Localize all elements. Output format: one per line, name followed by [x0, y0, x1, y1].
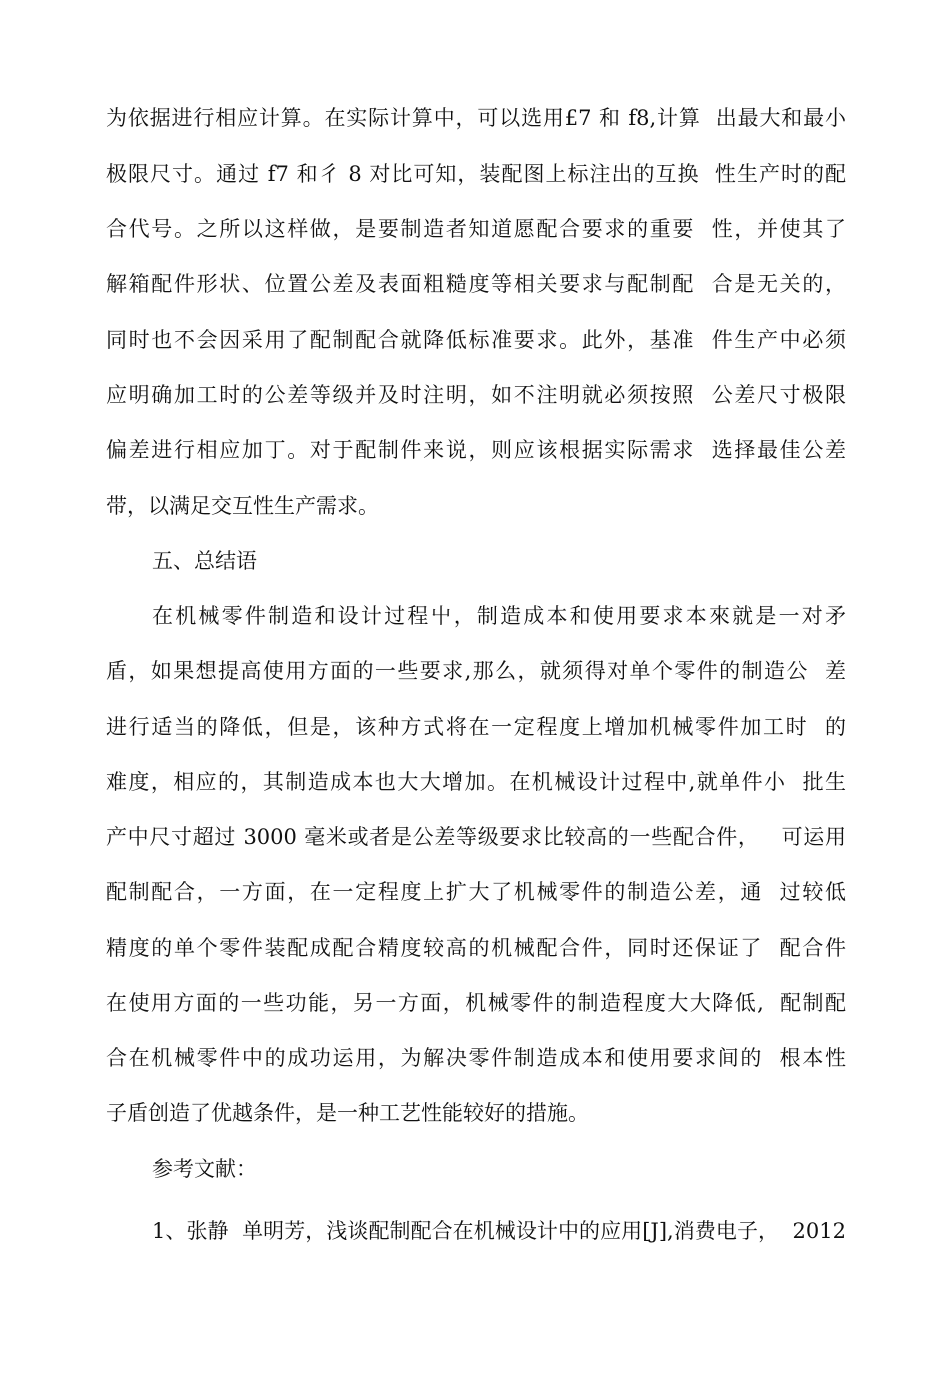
paragraph-2-line-8: 在使用方面的一些功能，另一方面，机械零件的制造程度大大降低, 配制配 — [106, 991, 846, 1015]
paragraph-2-line-5: 产中尺寸超过 3000 毫米或者是公差等级要求比较高的一些配合件， 可运用 — [106, 825, 846, 849]
paragraph-1-line-2: 极限尺寸。通过 f7 和彳 8 对比可知，装配图上标注出的互换 性生产时的配 — [106, 162, 846, 186]
paragraph-2-line-7: 精度的单个零件装配成配合精度较高的机械配合件，同时还保证了 配合件 — [106, 936, 846, 960]
section-heading: 五、总结语 — [152, 549, 257, 573]
paragraph-2-line-1: 在机械零件制造和设计过程屮，制造成本和使用要求本來就是一对矛 — [152, 604, 846, 628]
paragraph-1-line-3: 合代号。之所以这样做，是要制造者知道愿配合要求的重要 性，并使其了 — [106, 217, 846, 241]
references-heading: 参考文献： — [152, 1157, 257, 1181]
paragraph-2-line-4: 难度，相应的，其制造成本也大大增加。在机械设计过程中,就单件小 批生 — [106, 770, 846, 794]
paragraph-2-line-6: 配制配合，一方面，在一定程度上扩大了机械零件的制造公差，通 过较低 — [106, 880, 846, 904]
paragraph-2-line-9: 合在机械零件中的成功运用，为解决零件制造成本和使用要求间的 根本性 — [106, 1046, 846, 1070]
paragraph-1-line-8: 带，以满足交互性生产需求。 — [106, 494, 379, 518]
paragraph-1-line-4: 解箱配件形状、位置公差及表面粗糙度等相关要求与配制配 合是无关的， — [106, 272, 846, 296]
paragraph-1-line-7: 偏差进行相应加丁。对于配制件来说，则应该根据实际需求 选择最佳公差 — [106, 438, 846, 462]
paragraph-1-line-5: 同时也不会因采用了配制配合就降低标准要求。此外，基准 件生产中必须 — [106, 328, 846, 352]
paragraph-1-line-1: 为依据进行相应计算。在实际计算中，可以选用£7 和 f8,计算 出最大和最小 — [106, 106, 846, 130]
paragraph-1-line-6: 应明确加工时的公差等级并及时注明，如不注明就必须按照 公差尺寸极限 — [106, 383, 846, 407]
reference-item: 1、张静 单明芳，浅谈配制配合在机械设计中的应用[J],消费电子， 2012 — [152, 1219, 846, 1243]
paragraph-2-line-10: 子盾创造了优越条件，是一种工艺性能较好的措施。 — [106, 1101, 589, 1125]
paragraph-2-line-2: 盾，如果想提高使用方面的一些要求,那么，就须得对单个零件的制造公 差 — [106, 659, 846, 683]
paragraph-2-line-3: 进行适当的降低，但是，该种方式将在一定程度上增加机械零件加工时 的 — [106, 715, 846, 739]
